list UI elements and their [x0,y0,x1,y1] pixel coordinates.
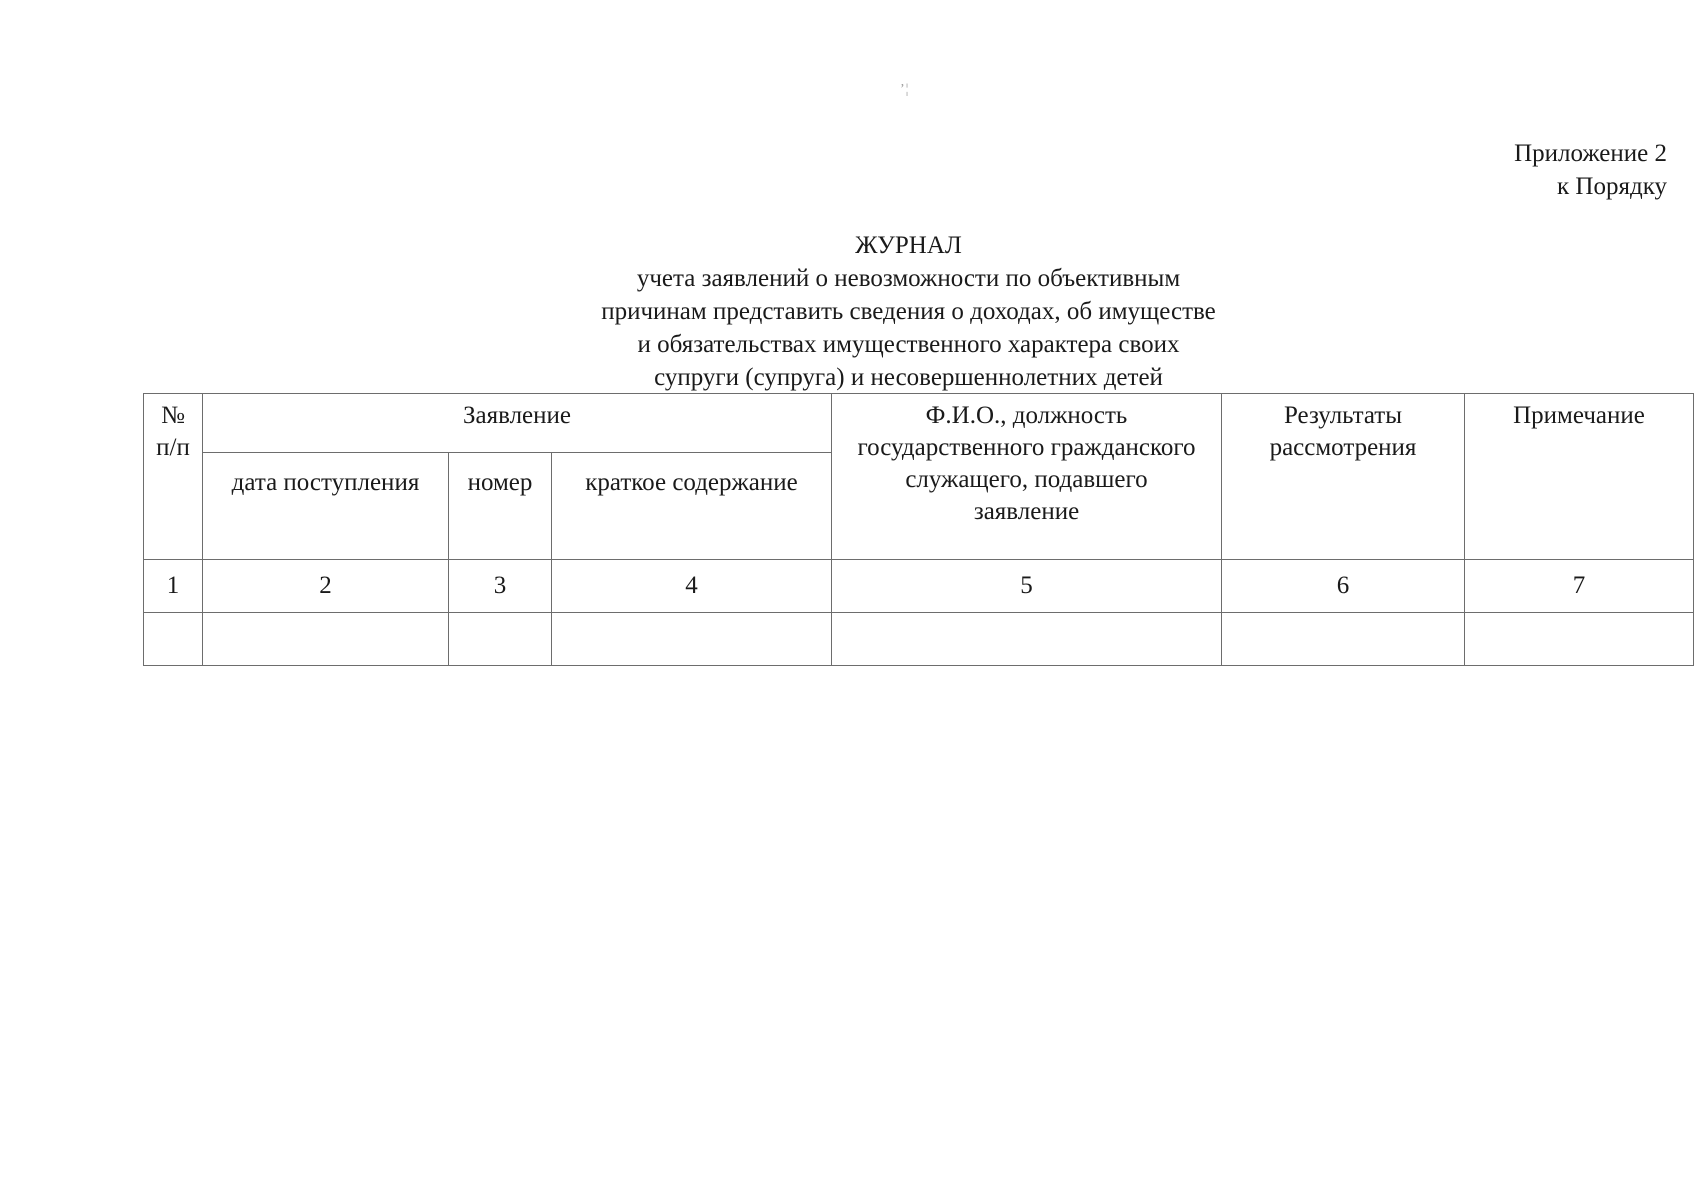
col-number-4: 4 [552,560,832,613]
document-title [0,229,1697,394]
header-statement: Заявление [203,394,832,453]
header-results: Результаты рассмотрения [1222,394,1465,560]
appendix-label [1514,137,1667,203]
col-number-2: 2 [203,560,449,613]
column-number-row [144,560,1694,613]
journal-table [143,393,1694,666]
col-number-6: 6 [1222,560,1465,613]
col-number-5: 5 [832,560,1222,613]
header-num: № п/п [144,394,203,560]
table-row [144,613,1694,666]
empty-cell-2 [203,613,449,666]
header-row-1 [144,394,1694,453]
empty-cell-3 [449,613,552,666]
appendix-line-2: к Порядку [1557,173,1667,200]
page-mark: ’¦ [900,82,910,97]
appendix-line-1: Приложение 2 [1514,140,1667,167]
title-line-2: причинам представить сведения о доходах, об имуществе [601,298,1216,325]
col-number-1: 1 [144,560,203,613]
header-note: Примечание [1465,394,1694,560]
empty-cell-7 [1465,613,1694,666]
col-number-7: 7 [1465,560,1694,613]
title-line-3: и обязательствах имущественного характера своих [637,331,1180,358]
header-fio: Ф.И.О., должность государственного гражданского служащего, подавшего заявление [832,394,1222,560]
header-number: номер [449,453,552,560]
empty-cell-1 [144,613,203,666]
title-line-1: учета заявлений о невозможности по объективным [636,265,1181,292]
empty-cell-4 [552,613,832,666]
empty-cell-6 [1222,613,1465,666]
title-heading: ЖУРНАЛ [855,232,962,259]
empty-cell-5 [832,613,1222,666]
header-date: дата поступления [203,453,449,560]
title-line-4: супруги (супруга) и несовершеннолетних детей [654,364,1163,391]
col-number-3: 3 [449,560,552,613]
header-summary: краткое содержание [552,453,832,560]
